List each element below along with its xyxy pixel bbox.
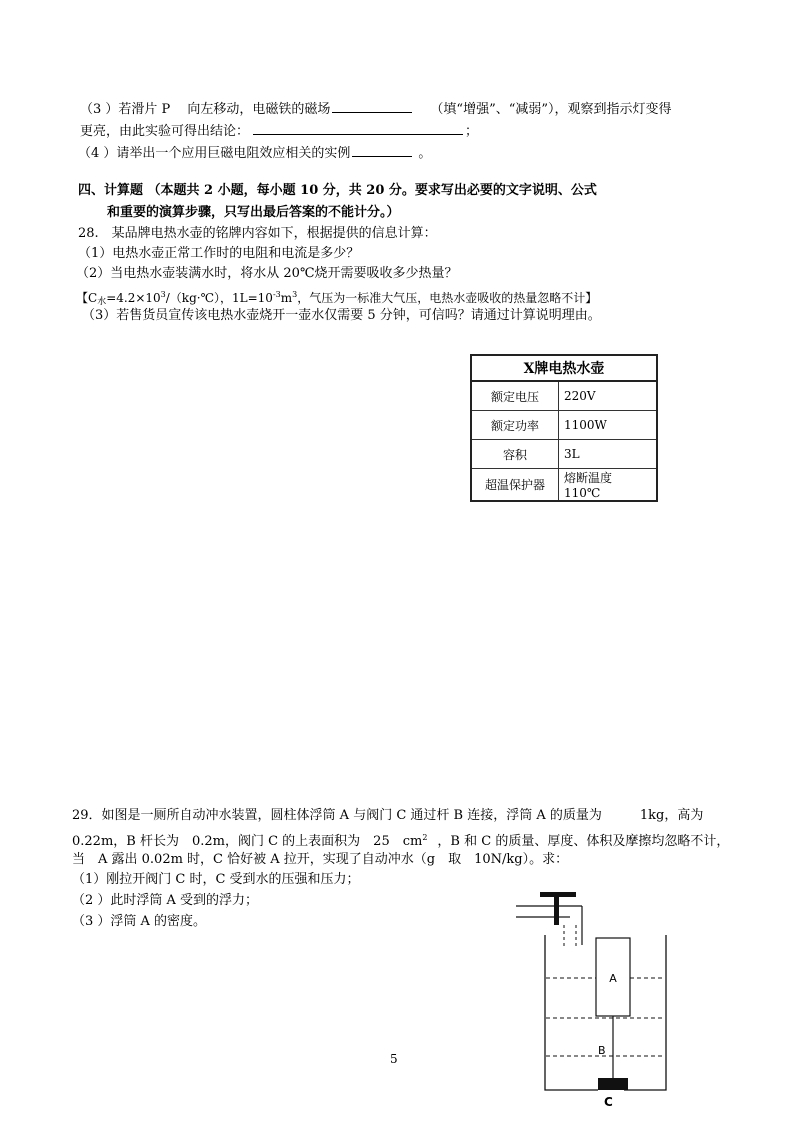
note-text: 【C bbox=[76, 291, 98, 305]
label-a: A bbox=[609, 972, 617, 985]
q28-sub3: （3）若售货员宣传该电热水壶烧开一壶水仅需要 5 分钟，可信吗？请通过计算说明理由。 bbox=[82, 308, 601, 323]
q28-sub2: （2）当电热水壶装满水时，将水从 20℃烧开需要吸收多少热量？ bbox=[76, 266, 458, 281]
flush-tank-diagram bbox=[512, 890, 682, 1120]
nameplate-key: 超温保护器 bbox=[471, 469, 559, 502]
valve-stem-icon bbox=[554, 897, 559, 925]
q27-item4-end: 。 bbox=[418, 146, 432, 161]
q29-line1 bbox=[72, 808, 703, 824]
note-superscript: 3 bbox=[160, 290, 166, 299]
nameplate-table bbox=[470, 354, 658, 502]
nameplate-value: 3L bbox=[559, 440, 658, 469]
label-b: B bbox=[598, 1044, 606, 1057]
q28-stem: 28. 某品牌电热水壶的铭牌内容如下，根据提供的信息计算： bbox=[78, 226, 437, 241]
answer-blank[interactable] bbox=[332, 100, 412, 113]
nameplate-value: 220V bbox=[559, 381, 658, 411]
table-row bbox=[471, 469, 657, 502]
q29-text: 29．如图是一厕所自动冲水装置，圆柱体浮筒 A 与阀门 C 通过杆 B 连接，浮筒 A 的质量为 bbox=[72, 808, 602, 823]
nameplate-key: 额定功率 bbox=[471, 411, 559, 440]
q27-conclusion-label: 更亮，由此实验可得出结论： bbox=[80, 124, 250, 139]
q28-sub1: （1）电热水壶正常工作时的电阻和电流是多少？ bbox=[78, 246, 360, 261]
q29-line2 bbox=[72, 830, 729, 850]
answer-blank[interactable] bbox=[352, 144, 412, 157]
q27-item3-line1 bbox=[80, 100, 672, 118]
q27-item3-line2 bbox=[80, 122, 478, 140]
q27-conclusion-end: ； bbox=[465, 124, 479, 139]
note-superscript: -3 bbox=[272, 290, 281, 299]
q27-item4-text: （4 ）请举出一个应用巨磁电阻效应相关的实例 bbox=[78, 146, 351, 161]
page-number: 5 bbox=[390, 1052, 398, 1066]
note-subscript: 水 bbox=[97, 297, 107, 307]
nameplate-value: 熔断温度 110℃ bbox=[559, 469, 658, 502]
nameplate-key: 容积 bbox=[471, 440, 559, 469]
note-text: m bbox=[280, 291, 293, 305]
nameplate-title: X牌电热水壶 bbox=[471, 355, 657, 381]
q29-text: 1kg，高为 bbox=[639, 808, 704, 823]
tank-wall bbox=[545, 935, 598, 1090]
table-row bbox=[471, 411, 657, 440]
note-superscript: 3 bbox=[292, 290, 298, 299]
label-c: C bbox=[604, 1095, 613, 1109]
valve-c bbox=[598, 1078, 628, 1090]
q29-sub3: （3 ）浮筒 A 的密度。 bbox=[72, 914, 207, 929]
nameplate-key: 额定电压 bbox=[471, 381, 559, 411]
q27-item3-hint: （填“增强”、“减弱”），观察到指示灯变得 bbox=[430, 102, 672, 117]
q29-text: 0.22m，B 杆长为 0.2m，阀门 C 的上表面积为 25 cm bbox=[72, 834, 423, 849]
table-row bbox=[471, 440, 657, 469]
note-text: =4.2×10 bbox=[106, 291, 161, 305]
valve-handle-icon bbox=[540, 892, 576, 897]
q27-item3-text: （3 ）若滑片 P 向左移动，电磁铁的磁场 bbox=[80, 102, 331, 117]
table-row bbox=[471, 381, 657, 411]
q27-item4 bbox=[78, 144, 431, 162]
note-text: /（kg·℃），1L=10 bbox=[165, 291, 273, 305]
nameplate-value: 1100W bbox=[559, 411, 658, 440]
answer-blank[interactable] bbox=[253, 122, 463, 135]
section-heading: 四、计算题 （本题共 2 小题，每小题 10 分，共 20 分。要求写出必要的文字说明、公式 bbox=[78, 183, 597, 198]
q29-line3: 当 A 露出 0.02m 时，C 恰好被 A 拉开，实现了自动冲水（g 取 10N/kg）。求： bbox=[72, 852, 569, 867]
section-heading-line2: 和重要的演算步骤，只写出最后答案的不能计分。） bbox=[107, 205, 400, 220]
q29-superscript: 2 bbox=[422, 833, 428, 842]
note-text: ，气压为一标准大气压，电热水壶吸收的热量忽略不计】 bbox=[297, 291, 598, 305]
q29-sub1: （1）刚拉开阀门 C 时，C 受到水的压强和压力； bbox=[72, 872, 360, 887]
q29-sub2: （2 ）此时浮筒 A 受到的浮力； bbox=[72, 893, 259, 908]
q29-text: ，B 和 C 的质量、厚度、体积及摩擦均忽略不计， bbox=[437, 834, 730, 849]
q28-note bbox=[76, 287, 597, 310]
